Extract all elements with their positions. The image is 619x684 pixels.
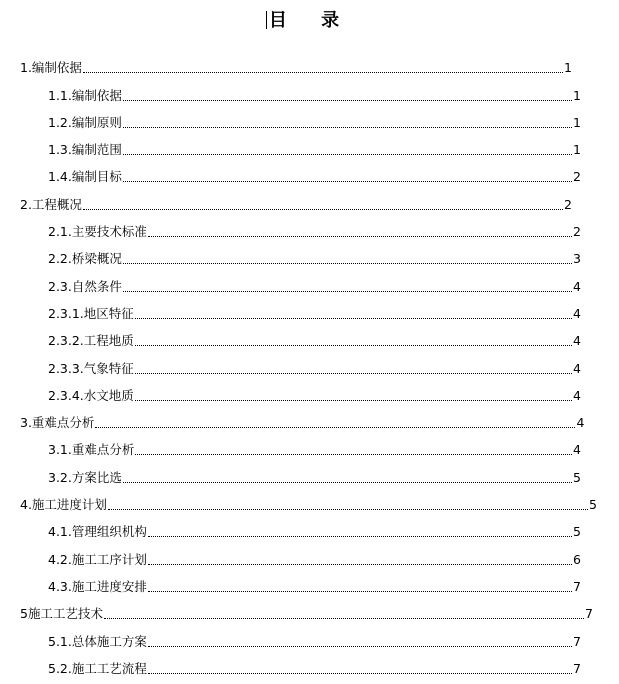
toc-section-entry[interactable] xyxy=(0,245,619,272)
toc-entry-text[interactable]: 5.2.施工工艺流程 xyxy=(48,660,147,676)
toc-dot-leader xyxy=(148,235,572,237)
toc-leader-container xyxy=(82,60,572,76)
toc-section-entry[interactable] xyxy=(0,300,619,327)
toc-leader-container xyxy=(122,169,581,185)
toc-leader-container xyxy=(134,442,581,458)
toc-leader-container xyxy=(147,524,581,540)
toc-entry-text[interactable]: 4.3.施工进度安排 xyxy=(48,578,147,594)
toc-leader-container xyxy=(147,634,581,650)
toc-page-number: 7 xyxy=(573,660,581,676)
toc-dot-leader xyxy=(83,208,563,210)
toc-leader-container xyxy=(147,579,581,595)
toc-leader-container xyxy=(122,115,581,131)
toc-dot-leader xyxy=(135,317,572,319)
toc-page-number: 2 xyxy=(573,224,581,240)
toc-dot-leader xyxy=(83,71,563,73)
toc-dot-leader xyxy=(123,99,572,101)
toc-page-number: 7 xyxy=(573,633,581,649)
toc-dot-leader xyxy=(148,672,572,674)
toc-entry-text[interactable]: 3.1.重难点分析 xyxy=(48,442,135,458)
toc-dot-leader xyxy=(148,563,572,565)
toc-list xyxy=(0,54,619,682)
toc-dot-leader xyxy=(135,399,572,401)
toc-leader-container xyxy=(94,415,584,431)
toc-dot-leader xyxy=(123,481,572,483)
toc-dot-leader xyxy=(148,645,572,647)
toc-entry-text[interactable]: 1.2.编制原则 xyxy=(48,114,122,130)
toc-section-entry[interactable] xyxy=(0,163,619,190)
toc-leader-container xyxy=(122,88,581,104)
toc-page-number: 5 xyxy=(573,469,581,485)
toc-entry-text[interactable]: 2.3.1.地区特征 xyxy=(48,305,134,321)
toc-dot-leader xyxy=(123,153,572,155)
toc-entry-text[interactable]: 2.1.主要技术标准 xyxy=(48,224,147,240)
toc-entry-text[interactable]: 2.3.4.水文地质 xyxy=(48,387,134,403)
toc-page-number: 7 xyxy=(585,606,593,622)
toc-title xyxy=(0,10,619,32)
toc-leader-container xyxy=(122,279,581,295)
toc-chapter-entry[interactable] xyxy=(0,190,619,217)
toc-chapter-entry[interactable] xyxy=(0,600,619,627)
toc-page-number: 1 xyxy=(563,60,572,76)
toc-section-entry[interactable] xyxy=(0,627,619,654)
toc-page-number: 4 xyxy=(576,415,585,431)
toc-dot-leader xyxy=(123,262,572,264)
toc-page-number: 4 xyxy=(573,305,581,321)
toc-leader-container xyxy=(147,224,581,240)
toc-entry-text[interactable]: 1.3.编制范围 xyxy=(48,142,122,158)
toc-entry-text[interactable]: 4.1.管理组织机构 xyxy=(48,524,147,540)
toc-page-number: 7 xyxy=(573,578,581,594)
toc-page-number: 1 xyxy=(573,87,581,103)
toc-page-number: 5 xyxy=(573,524,581,540)
toc-section-entry[interactable] xyxy=(0,655,619,682)
toc-dot-leader xyxy=(104,617,584,619)
toc-dot-leader xyxy=(123,126,572,128)
toc-entry-text[interactable]: 2.3.2.工程地质 xyxy=(48,333,134,349)
toc-entry-text[interactable]: 3.2.方案比选 xyxy=(48,469,122,485)
toc-section-entry[interactable] xyxy=(0,81,619,108)
toc-dot-leader xyxy=(135,453,572,455)
toc-dot-leader xyxy=(135,344,572,346)
toc-section-entry[interactable] xyxy=(0,327,619,354)
toc-page-number: 4 xyxy=(573,387,581,403)
toc-dot-leader xyxy=(135,372,572,374)
toc-section-entry[interactable] xyxy=(0,545,619,572)
text-cursor xyxy=(266,11,267,29)
toc-leader-container xyxy=(147,661,581,677)
toc-page-number: 6 xyxy=(573,551,581,567)
toc-dot-leader xyxy=(148,535,572,537)
toc-section-entry[interactable] xyxy=(0,272,619,299)
toc-dot-leader xyxy=(123,290,572,292)
toc-page-number: 3 xyxy=(573,251,581,267)
toc-entry-text[interactable]: 2.工程概况 xyxy=(20,196,82,212)
toc-section-entry[interactable] xyxy=(0,518,619,545)
toc-entry-text[interactable]: 4.施工进度计划 xyxy=(20,497,107,513)
toc-page-number: 1 xyxy=(573,142,581,158)
toc-leader-container xyxy=(134,388,581,404)
toc-dot-leader xyxy=(148,590,572,592)
toc-dot-leader xyxy=(123,180,572,182)
toc-leader-container xyxy=(82,197,572,213)
toc-entry-text[interactable]: 1.编制依据 xyxy=(20,60,82,76)
toc-leader-container xyxy=(122,251,581,267)
toc-section-entry[interactable] xyxy=(0,354,619,381)
toc-entry-text[interactable]: 1.1.编制依据 xyxy=(48,87,122,103)
toc-section-entry[interactable] xyxy=(0,218,619,245)
toc-leader-container xyxy=(122,470,581,486)
toc-page-number: 4 xyxy=(573,278,581,294)
toc-dot-leader xyxy=(95,426,575,428)
toc-section-entry[interactable] xyxy=(0,463,619,490)
toc-entry-text[interactable]: 1.4.编制目标 xyxy=(48,169,122,185)
toc-section-entry[interactable] xyxy=(0,109,619,136)
toc-section-entry[interactable] xyxy=(0,436,619,463)
toc-entry-text[interactable]: 2.3.3.气象特征 xyxy=(48,360,134,376)
toc-entry-text[interactable]: 5.1.总体施工方案 xyxy=(48,633,147,649)
toc-leader-container xyxy=(134,361,581,377)
toc-page-number: 5 xyxy=(588,497,597,513)
toc-leader-container xyxy=(122,142,581,158)
toc-leader-container xyxy=(134,306,581,322)
toc-leader-container xyxy=(107,497,597,513)
toc-leader-container xyxy=(134,333,581,349)
toc-entry-text[interactable]: 2.3.自然条件 xyxy=(48,278,122,294)
toc-page-number: 1 xyxy=(573,114,581,130)
toc-entry-text[interactable]: 4.2.施工工序计划 xyxy=(48,551,147,567)
toc-page-number: 4 xyxy=(573,360,581,376)
toc-page-number: 4 xyxy=(573,333,581,349)
toc-section-entry[interactable] xyxy=(0,573,619,600)
toc-title-text: 目 录 xyxy=(268,10,354,31)
toc-entry-text[interactable]: 2.2.桥梁概况 xyxy=(48,251,122,267)
toc-leader-container xyxy=(147,552,581,568)
toc-entry-text[interactable]: 3.重难点分析 xyxy=(20,415,95,431)
toc-chapter-entry[interactable] xyxy=(0,491,619,518)
toc-page-number: 4 xyxy=(573,442,581,458)
toc-dot-leader xyxy=(108,508,588,510)
toc-chapter-entry[interactable] xyxy=(0,409,619,436)
toc-section-entry[interactable] xyxy=(0,136,619,163)
toc-entry-text[interactable]: 5施工工艺技术 xyxy=(20,606,103,622)
toc-section-entry[interactable] xyxy=(0,382,619,409)
toc-page-number: 2 xyxy=(573,169,581,185)
toc-chapter-entry[interactable] xyxy=(0,54,619,81)
toc-leader-container xyxy=(103,606,593,622)
toc-page-number: 2 xyxy=(563,196,572,212)
